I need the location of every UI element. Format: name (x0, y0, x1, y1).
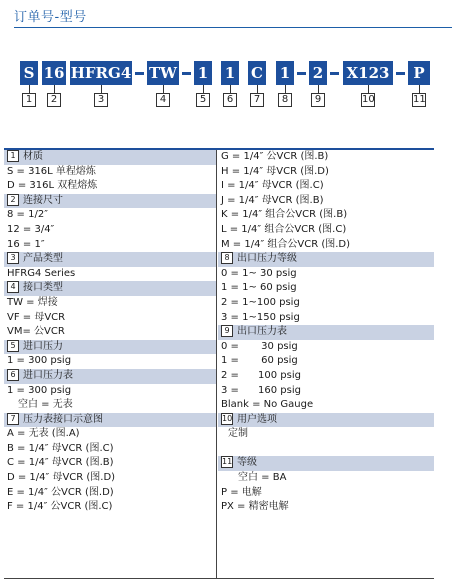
option-row: VF = 母VCR (7, 311, 66, 323)
option-row: 2 = 1~100 psig (221, 296, 300, 308)
code-leader (101, 85, 102, 93)
code-number: 9 (311, 93, 325, 107)
option-row: S = 316L 单程熔炼 (7, 165, 96, 177)
section-title: 材质 (23, 151, 43, 162)
option-row: D = 316L 双程熔炼 (7, 180, 98, 192)
option-row: 8 = 1/2″ (7, 209, 48, 221)
option-row: P = 电解 (221, 486, 262, 498)
options-table (4, 148, 434, 579)
section-number: 3 (7, 252, 19, 264)
code-leader (163, 85, 164, 93)
section-title: 连接尺寸 (23, 194, 63, 206)
code-leader (203, 85, 204, 93)
option-row: 0 = 30 psig (221, 340, 298, 352)
spacer-row (218, 442, 434, 457)
code-number: 2 (47, 93, 61, 107)
code-leader (230, 85, 231, 93)
code-chip: TW (147, 61, 179, 85)
dash-separator (396, 72, 405, 75)
section-number: 2 (7, 194, 19, 206)
code-leader (368, 85, 369, 93)
option-row: 3 = 1~150 psig (221, 311, 300, 323)
dash-separator (182, 72, 191, 75)
option-row: 1 = 300 psig (7, 355, 72, 367)
section-number: 9 (221, 325, 233, 337)
code-chip: S (20, 61, 38, 85)
option-row: 空白 = BA (238, 472, 287, 484)
option-row: C = 1/4″ 母VCR (图.B) (7, 457, 114, 469)
option-row: 16 = 1″ (7, 238, 45, 250)
code-chip: HFRG4 (70, 61, 132, 85)
section-number: 1 (7, 150, 19, 162)
code-number: 3 (94, 93, 108, 107)
option-row: H = 1/4″ 母VCR (图.D) (221, 165, 329, 177)
option-row: 3 = 160 psig (221, 384, 301, 396)
code-leader (257, 85, 258, 93)
option-row: I = 1/4″ 母VCR (图.C) (221, 180, 324, 192)
option-row: K = 1/4″ 组合公VCR (图.B) (221, 209, 348, 221)
section-title: 用户选项 (237, 413, 277, 425)
code-leader (29, 85, 30, 93)
code-number: 1 (22, 93, 36, 107)
option-row: 空白 = 无表 (18, 399, 73, 411)
model-code-row (20, 61, 440, 85)
option-row: 定制 (228, 428, 248, 440)
section-header-user-option (218, 413, 434, 428)
code-chip: C (248, 61, 266, 85)
code-number: 11 (413, 94, 426, 105)
section-number: 6 (7, 369, 19, 381)
section-header-outlet-pressure (218, 252, 434, 267)
option-row: 0 = 1~ 30 psig (221, 267, 297, 279)
code-chip: X123 (343, 61, 393, 85)
section-title: 出口压力等级 (237, 253, 297, 265)
option-row: VM= 公VCR (7, 326, 65, 338)
code-leader (419, 85, 420, 93)
section-header-gauge-port-diagram (4, 413, 216, 428)
section-header-outlet-gauge (218, 325, 434, 340)
option-row: B = 1/4″ 母VCR (图.C) (7, 442, 114, 454)
dash-separator (297, 72, 306, 75)
section-title: 等级 (237, 457, 257, 469)
dash-separator (330, 72, 339, 75)
option-row: A = 无表 (图.A) (7, 428, 80, 440)
code-number: 10 (362, 94, 375, 105)
section-number: 10 (222, 413, 233, 423)
code-chip: 1 (194, 61, 212, 85)
section-number: 8 (221, 252, 233, 264)
option-row: G = 1/4″ 公VCR (图.B) (221, 151, 329, 162)
right-column (218, 150, 434, 515)
section-header-inlet-pressure (4, 340, 216, 355)
left-column (4, 150, 216, 515)
option-row: F = 1/4″ 公VCR (图.C) (7, 501, 113, 513)
option-row: J = 1/4″ 母VCR (图.B) (221, 194, 324, 206)
page-title: 订单号-型号 (14, 10, 87, 25)
section-number: 7 (7, 413, 19, 425)
code-number: 6 (223, 93, 237, 107)
option-row: Blank = No Gauge (221, 399, 314, 411)
section-header-inlet-gauge (4, 369, 216, 384)
section-header-product-type (4, 252, 216, 267)
section-header-grade (218, 456, 434, 471)
option-row: L = 1/4″ 组合公VCR (图.C) (221, 223, 347, 235)
section-title: 进口压力表 (23, 369, 73, 381)
option-row: HFRG4 Series (7, 267, 76, 279)
dash-separator (135, 72, 144, 75)
section-header-connection-size (4, 194, 216, 209)
code-chip: 1 (221, 61, 239, 85)
section-number: 5 (7, 340, 19, 352)
option-row: 2 = 100 psig (221, 369, 301, 381)
column-divider (216, 150, 217, 578)
option-row: 1 = 1~ 60 psig (221, 282, 297, 294)
code-number: 4 (156, 93, 170, 107)
section-title: 进口压力 (23, 340, 63, 352)
option-row: 1 = 60 psig (221, 355, 298, 367)
code-leader (318, 85, 319, 93)
code-leader (285, 85, 286, 93)
section-header-material (4, 150, 216, 165)
section-title: 接口类型 (23, 282, 63, 294)
section-title: 压力表接口示意图 (23, 413, 103, 425)
code-chip: 1 (276, 61, 294, 85)
code-number: 8 (278, 93, 292, 107)
title-divider (14, 27, 452, 28)
option-row: D = 1/4″ 母VCR (图.D) (7, 472, 116, 484)
code-number: 5 (196, 93, 210, 107)
code-chip: 2 (309, 61, 327, 85)
section-title: 出口压力表 (237, 326, 287, 338)
code-chip: P (408, 61, 430, 85)
code-leader (54, 85, 55, 93)
section-number: 4 (7, 281, 19, 293)
option-row: PX = 精密电解 (221, 501, 289, 513)
option-row: 1 = 300 psig (7, 384, 72, 396)
section-header-port-type (4, 281, 216, 296)
option-row: M = 1/4″ 组合公VCR (图.D) (221, 238, 351, 250)
option-row: 12 = 3/4″ (7, 223, 55, 235)
section-number: 11 (222, 457, 233, 467)
code-number: 7 (250, 93, 264, 107)
option-row: E = 1/4″ 公VCR (图.D) (7, 486, 114, 498)
code-chip: 16 (42, 61, 66, 85)
section-title: 产品类型 (23, 253, 63, 265)
option-row: TW = 焊接 (7, 296, 58, 308)
